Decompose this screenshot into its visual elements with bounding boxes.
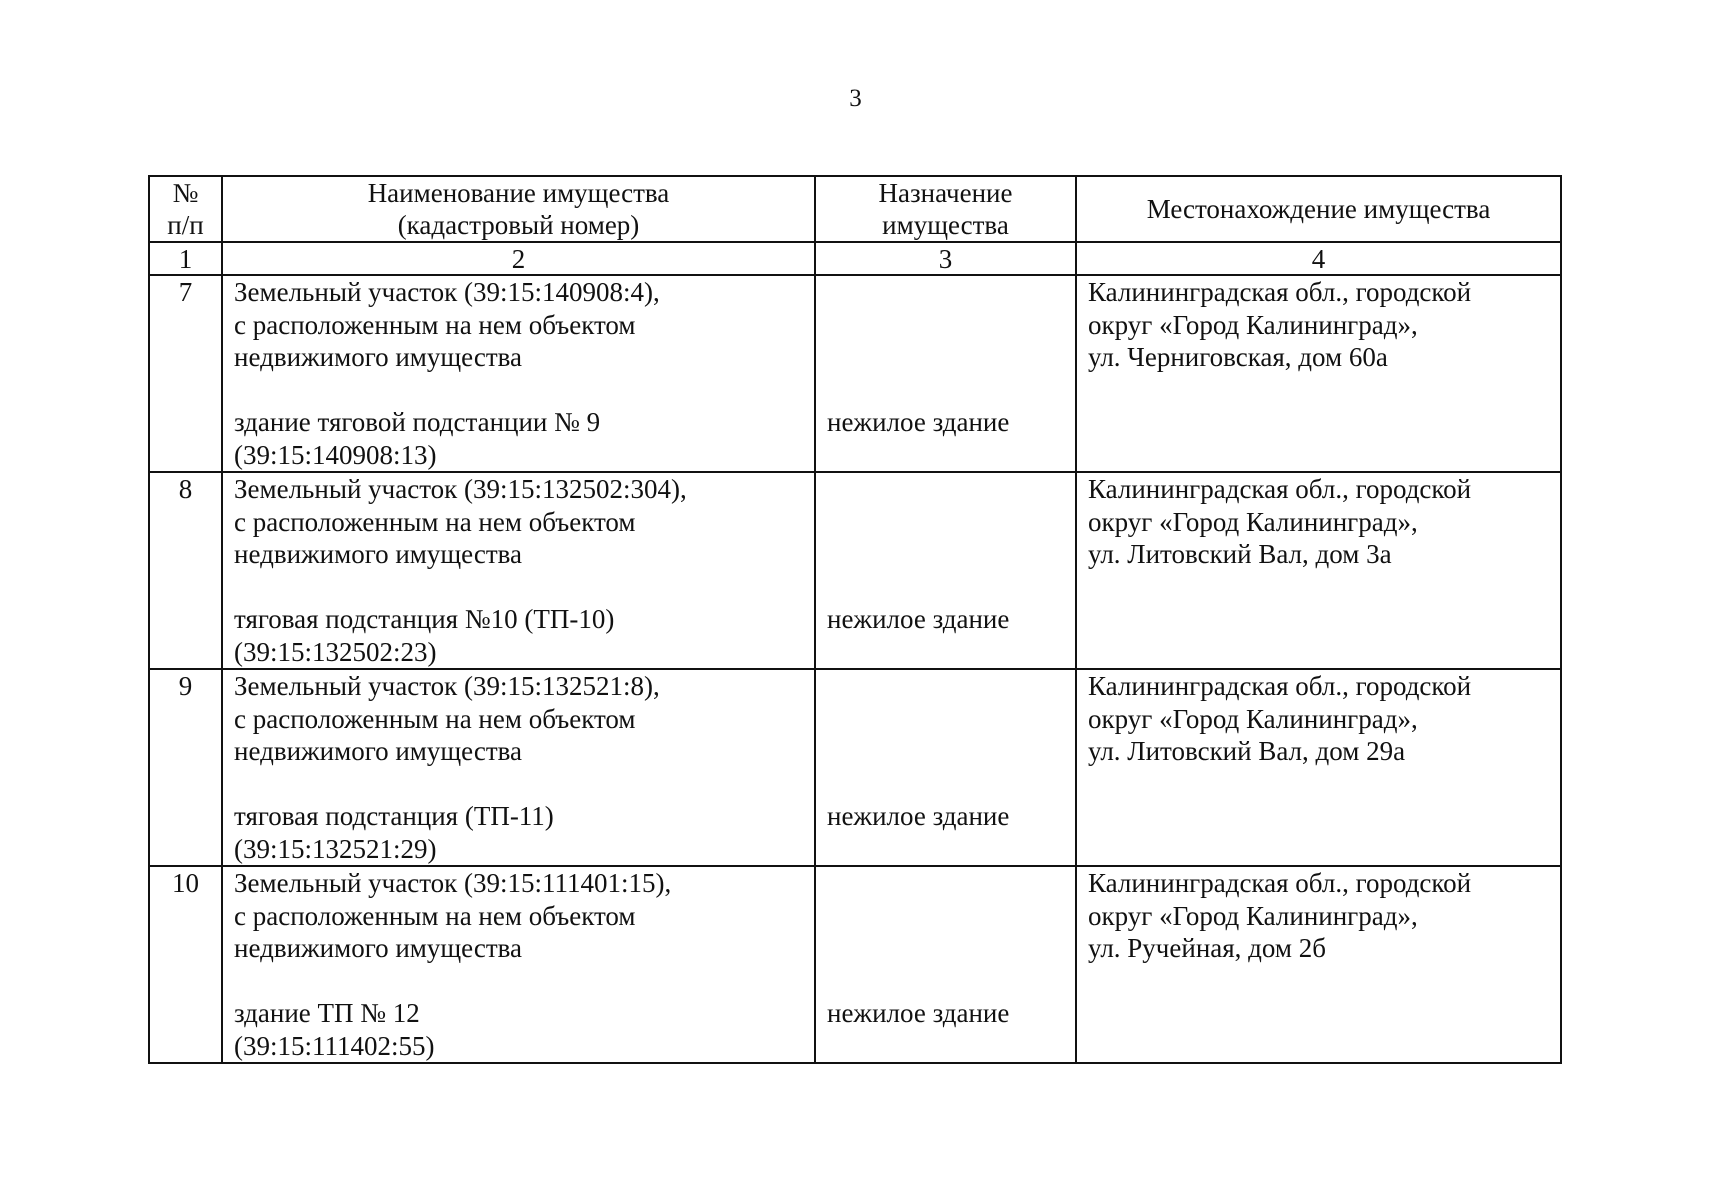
cadastral-number: (39:15:111402:55) [234, 1030, 435, 1061]
location-line: округ «Город Калининград», [1088, 309, 1418, 340]
property-name-line: Земельный участок (39:15:140908:4), [234, 277, 660, 307]
property-name-cell [222, 866, 815, 1063]
line-gap [827, 276, 1075, 406]
location-line: ул. Литовский Вал, дом 3а [1088, 539, 1392, 569]
cadastral-number: (39:15:140908:13) [234, 439, 437, 470]
location-cell [1076, 275, 1561, 472]
location-line: округ «Город Калининград», [1088, 506, 1418, 537]
purpose-cell [815, 472, 1076, 669]
location-line: Калининградская обл., городской [1088, 277, 1472, 307]
location-line: ул. Черниговская, дом 60а [1088, 342, 1388, 372]
location-line: ул. Литовский Вал, дом 29а [1088, 736, 1406, 766]
property-name-cell [222, 669, 815, 866]
line-gap [234, 571, 814, 604]
header-name [222, 176, 815, 242]
header-purpose-line: имущества [882, 210, 1009, 240]
purpose-cell [815, 669, 1076, 866]
location-line: ул. Ручейная, дом 2б [1088, 933, 1326, 963]
property-table [148, 175, 1562, 1064]
table-row [149, 866, 1561, 1063]
line-gap [827, 473, 1075, 603]
purpose-cell [815, 275, 1076, 472]
property-name-cell [222, 275, 815, 472]
table-header-row [149, 176, 1561, 242]
line-gap [234, 768, 814, 801]
table-row [149, 472, 1561, 669]
cadastral-number: (39:15:132502:23) [234, 636, 437, 667]
purpose-text: нежилое здание [827, 407, 1010, 437]
property-name-line: с расположенным на нем объектом [234, 506, 636, 537]
line-gap [827, 867, 1075, 997]
property-name-line: Земельный участок (39:15:132521:8), [234, 671, 660, 701]
object-name-line: тяговая подстанция №10 (ТП-10) [234, 604, 615, 634]
line-gap [827, 670, 1075, 800]
property-name-line: Земельный участок (39:15:111401:15), [234, 868, 672, 898]
column-number: 3 [815, 242, 1076, 275]
location-line: округ «Город Калининград», [1088, 703, 1418, 734]
purpose-text: нежилое здание [827, 998, 1010, 1028]
header-purpose [815, 176, 1076, 242]
property-name-line: с расположенным на нем объектом [234, 703, 636, 734]
cadastral-number: (39:15:132521:29) [234, 833, 437, 864]
header-name-line: Наименование имущества [367, 178, 670, 208]
property-name-line: с расположенным на нем объектом [234, 900, 636, 931]
property-name-line: с расположенным на нем объектом [234, 309, 636, 340]
row-number: 7 [149, 275, 222, 472]
header-location: Местонахождение имущества [1076, 176, 1561, 242]
location-line: Калининградская обл., городской [1088, 671, 1472, 701]
header-purpose-line: Назначение [878, 178, 1013, 208]
property-name-line: недвижимого имущества [234, 736, 522, 766]
line-gap [234, 374, 814, 407]
location-line: Калининградская обл., городской [1088, 868, 1472, 898]
page-number: 3 [849, 85, 862, 112]
row-number: 10 [149, 866, 222, 1063]
object-name-line: тяговая подстанция (ТП-11) [234, 801, 554, 831]
location-cell [1076, 866, 1561, 1063]
object-name-line: здание тяговой подстанции № 9 [234, 407, 601, 437]
column-number: 1 [149, 242, 222, 275]
property-name-line: недвижимого имущества [234, 539, 522, 569]
property-name-line: недвижимого имущества [234, 342, 522, 372]
property-name-line: недвижимого имущества [234, 933, 522, 963]
column-number-row [149, 242, 1561, 275]
property-name-line: Земельный участок (39:15:132502:304), [234, 474, 687, 504]
location-cell [1076, 669, 1561, 866]
column-number: 2 [222, 242, 815, 275]
property-name-cell [222, 472, 815, 669]
purpose-text: нежилое здание [827, 604, 1010, 634]
table-body [149, 275, 1561, 1063]
location-cell [1076, 472, 1561, 669]
object-name-line: здание ТП № 12 [234, 998, 420, 1028]
line-gap [234, 965, 814, 998]
column-number: 4 [1076, 242, 1561, 275]
header-num [149, 176, 222, 242]
purpose-text: нежилое здание [827, 801, 1010, 831]
header-name-line: (кадастровый номер) [397, 210, 640, 240]
location-line: Калининградская обл., городской [1088, 474, 1472, 504]
location-line: округ «Город Калининград», [1088, 900, 1418, 931]
table-row [149, 669, 1561, 866]
row-number: 8 [149, 472, 222, 669]
header-num-line: № [172, 178, 199, 208]
row-number: 9 [149, 669, 222, 866]
purpose-cell [815, 866, 1076, 1063]
table-row [149, 275, 1561, 472]
header-num-line: п/п [167, 210, 204, 240]
